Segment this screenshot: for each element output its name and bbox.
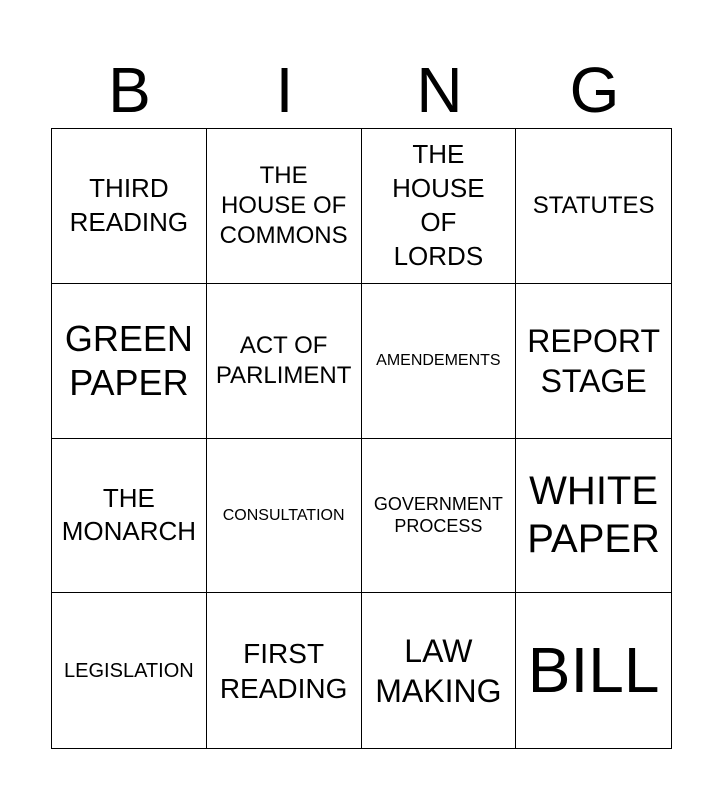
bingo-cell-house-of-lords[interactable] [362, 129, 517, 284]
bingo-cell-the-monarch[interactable] [52, 439, 207, 594]
cell-text: AMENDEMENTS [376, 351, 501, 369]
cell-text: THE HOUSE OF LORDS [392, 139, 485, 271]
bingo-cell-amendements[interactable] [362, 284, 517, 439]
header-letter-i: I [275, 54, 294, 126]
cell-text: THE MONARCH [61, 482, 197, 547]
cell-text: CONSULTATION [222, 506, 345, 524]
cell-text: LAW MAKING [375, 632, 502, 709]
cell-text: GREEN PAPER [64, 318, 193, 403]
cell-text: WHITE PAPER [527, 469, 660, 562]
header-letter-g: G [569, 54, 620, 126]
bingo-cell-act-of-parliament[interactable] [207, 284, 362, 439]
bingo-cell-law-making[interactable] [362, 593, 517, 748]
cell-text: GOVERNMENT PROCESS [373, 493, 503, 537]
bingo-cell-first-reading[interactable] [207, 593, 362, 748]
cell-text: REPORT STAGE [527, 322, 660, 399]
bingo-cell-statutes[interactable] [516, 129, 671, 284]
cell-text: FIRST READING [219, 637, 348, 704]
bingo-cell-green-paper[interactable] [52, 284, 207, 439]
bingo-cell-legislation[interactable] [52, 593, 207, 748]
cell-text: THE HOUSE OF COMMONS [219, 161, 348, 249]
bingo-cell-house-of-commons[interactable] [207, 129, 362, 284]
cell-text: THIRD READING [69, 173, 189, 237]
bingo-cell-government-process[interactable] [362, 439, 517, 594]
bingo-cell-white-paper[interactable] [516, 439, 671, 594]
bingo-header [52, 52, 672, 128]
header-letter-b: B [108, 54, 151, 126]
cell-text: ACT OF PARLIMENT [215, 331, 352, 389]
bingo-cell-consultation[interactable] [207, 439, 362, 594]
bingo-board [51, 128, 672, 749]
cell-text: LEGISLATION [64, 659, 194, 682]
bingo-cell-report-stage[interactable] [516, 284, 671, 439]
cell-text: BILL [527, 634, 660, 707]
bingo-cell-bill[interactable] [516, 593, 671, 748]
cell-text: STATUTES [532, 191, 655, 219]
header-letter-n: N [416, 54, 463, 126]
bingo-cell-third-reading[interactable] [52, 129, 207, 284]
